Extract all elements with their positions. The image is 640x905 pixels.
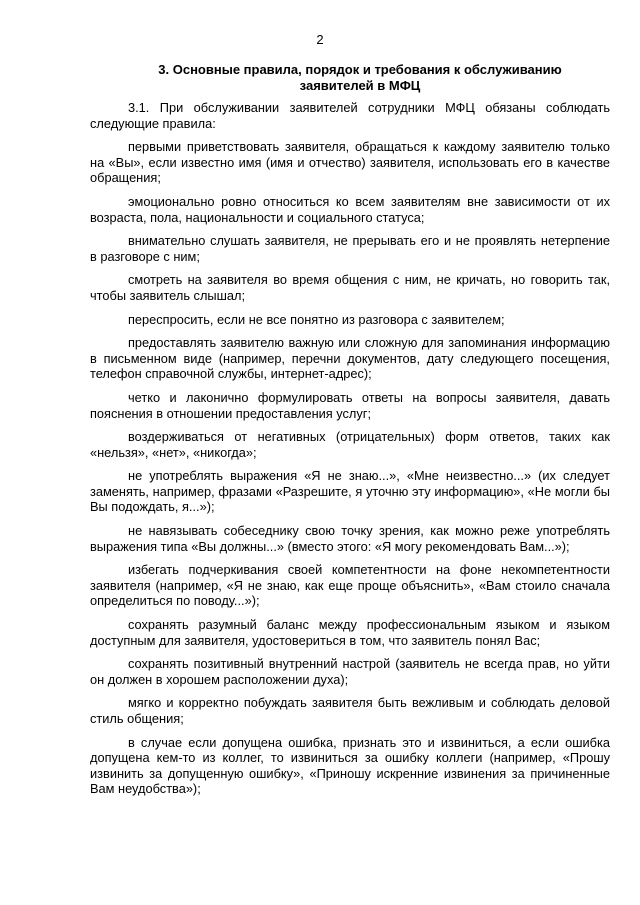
paragraph: не употреблять выражения «Я не знаю...», «Мне неизвестно...» (их следует заменять, например, фразами «Разрешите, я уточню эту информацию», «Не могли бы Вы подождать, я...»); [90, 468, 610, 515]
paragraph: сохранять разумный баланс между профессиональным языком и языком доступным для заявителя, удостовериться в том, что заявитель понял Вас; [90, 617, 610, 648]
paragraph: 3.1. При обслуживании заявителей сотрудники МФЦ обязаны соблюдать следующие правила: [90, 100, 610, 131]
paragraph: переспросить, если не все понятно из разговора с заявителем; [128, 311, 505, 327]
section-heading: 3. Основные правила, порядок и требования к обслуживанию заявителей в МФЦ [158, 62, 562, 93]
paragraph: воздерживаться от негативных (отрицательных) форм ответов, таких как «нельзя», «нет», «никогда»; [90, 429, 610, 460]
paragraph: четко и лаконично формулировать ответы на вопросы заявителя, давать пояснения в отношении предоставления услуг; [90, 389, 610, 421]
paragraph: эмоционально ровно относиться ко всем заявителям вне зависимости от их возраста, пола, национальности и социального статуса; [90, 193, 610, 225]
page-number: 2 [316, 32, 324, 47]
paragraph: внимательно слушать заявителя, не прерывать его и не проявлять нетерпение в разговоре с ним; [90, 233, 610, 264]
body-text [90, 100, 610, 805]
paragraph: смотреть на заявителя во время общения с ним, не кричать, но говорить так, чтобы заявитель слышал; [90, 272, 610, 303]
paragraph: в случае если допущена ошибка, признать это и извиниться, а если ошибка допущена кем-то из коллег, то извиниться за ошибку коллеги (например, «Прошу извинить за допущенную ошибку», «Приношу искренние извинения за причиненные Вам неудобства»); [90, 734, 610, 797]
paragraph: мягко и корректно побуждать заявителя быть вежливым и соблюдать деловой стиль общения; [90, 695, 610, 726]
paragraph: предоставлять заявителю важную или сложную для запоминания информацию в письменном виде (например, перечни документов, дату следующего посещения, телефон справочной службы, интернет-адрес); [90, 335, 610, 382]
paragraph: избегать подчеркивания своей компетентности на фоне некомпетентности заявителя (например, «Я не знаю, как еще проще объяснить», «Вам стоило сначала определиться по поводу...»); [90, 562, 610, 609]
paragraph: не навязывать собеседнику свою точку зрения, как можно реже употреблять выражения типа «Вы должны...» (вместо этого: «Я могу рекомендовать Вам...»); [90, 523, 610, 554]
paragraph: первыми приветствовать заявителя, обращаться к каждому заявителю только на «Вы», если известно имя (имя и отчество) заявителя, использовать его в качестве обращения; [90, 139, 610, 186]
paragraph: сохранять позитивный внутренний настрой (заявитель не всегда прав, но уйти он должен в хорошем расположении духа); [90, 656, 610, 687]
